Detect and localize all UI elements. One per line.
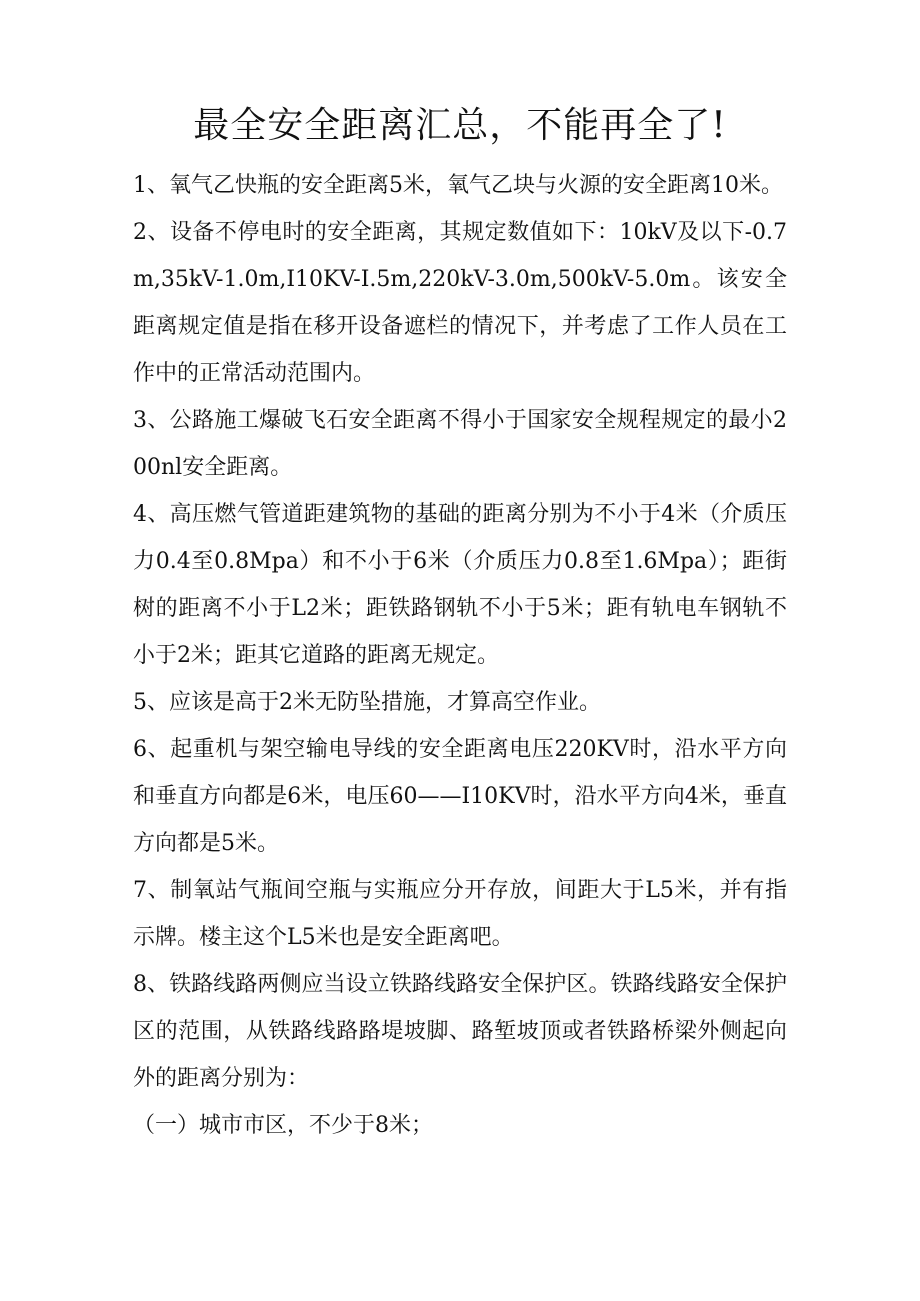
paragraph-7: 7、制氧站气瓶间空瓶与实瓶应分开存放，间距大于L5米，并有指示牌。楼主这个L5米也是安全距离吧。	[133, 878, 787, 950]
paragraph-6: 6、起重机与架空输电导线的安全距离电压220KV时，沿水平方向和垂直方向都是6米，电压60——I10KV时，沿水平方向4米，垂直方向都是5米。	[133, 737, 787, 856]
paragraph-8: 8、铁路线路两侧应当设立铁路线路安全保护区。铁路线路安全保护区的范围，从铁路线路路堤坡脚、路堑坡顶或者铁路桥梁外侧起向外的距离分别为：	[133, 972, 787, 1091]
paragraph-1: 1、氧气乙快瓶的安全距离5米，氧气乙块与火源的安全距离10米。	[133, 173, 783, 198]
paragraph-3: 3、公路施工爆破飞石安全距离不得小于国家安全规程规定的最小200nl安全距离。	[133, 408, 787, 480]
document-title: 最全安全距离汇总，不能再全了!	[193, 105, 727, 146]
paragraph-5: 5、应该是高于2米无防坠措施，才算高空作业。	[133, 690, 601, 715]
paragraph-2: 2、设备不停电时的安全距离，其规定数值如下：10kV及以下-0.7m,35kV-1.0m,I10KV-I.5m,220kV-3.0m,500kV-5.0m。该安全距离规定值是指在移开设备遮栏的情况下，并考虑了工作人员在工作中的正常活动范围内。	[133, 220, 787, 386]
paragraph-9: （一）城市市区，不少于8米；	[133, 1113, 433, 1138]
paragraph-4: 4、高压燃气管道距建筑物的基础的距离分别为不小于4米（介质压力0.4至0.8Mpa）和不小于6米（介质压力0.8至1.6Mpa）；距街树的距离不小于L2米；距铁路钢轨不小于5米；距有轨电车钢轨不小于2米；距其它道路的距离无规定。	[133, 502, 787, 668]
